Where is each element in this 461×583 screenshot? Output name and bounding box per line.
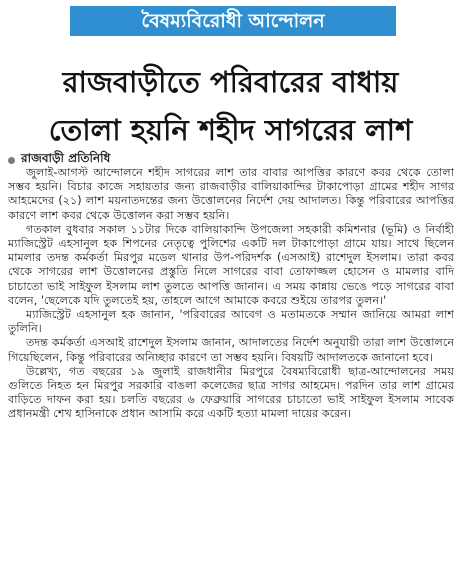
paragraph-5: উল্লেখ্য, গত বছরের ১৯ জুলাই রাজধানীর মিরপুরে বৈষম্যবিরোধী ছাত্র-আন্দোলনের সময় গুলিতে নিহত হন মিরপুর সরকারি বাঙলা কলেজের ছাত্র সাগর আহমেদ। পরদিন তার লাশ গ্রামের বাড়িতে দাফন করা হয়। চলতি বছরের ৬ ফেব্রুয়ারি সাগরের চাচাতো ভাই সাইফুল ইসলাম সাবেক প্রধানমন্ত্রী শেখ হাসিনাকে প্রধান আসামি করে একটি হত্যা মামলা দায়ের করেন। [8,364,454,421]
paragraph-3: ম্যাজিস্ট্রেট এহসানুল হক জানান, 'পরিবারের আবেগ ও মতামতকে সম্মান জানিয়ে আমরা লাশ তুলিনি। [8,308,454,336]
article-body [8,166,454,580]
paragraph-1: জুলাই-আগস্ট আন্দোলনে শহীদ সাগরের লাশ তার বাবার আপত্তির কারণে কবর থেকে তোলা সম্ভব হয়নি। বিচার কাজে সহায়তার জন্য রাজবাড়ীর বালিয়াকান্দির টাকাপোড়া গ্রামের শহীদ সাগর আহমেদের (২১) লাশ ময়নাতদন্তের জন্য উত্তোলনের নির্দেশ দেয় আদালত। কিন্তু পরিবারের আপত্তির কারণে লাশ কবর থেকে উত্তোলন করা সম্ভব হয়নি। [8,166,454,222]
headline [0,58,461,154]
bullet-icon [8,157,15,164]
paragraph-2: গতকাল বুধবার সকাল ১১টার দিকে বালিয়াকান্দি উপজেলা সহকারী কমিশনার (ভূমি) ও নির্বাহী ম্যাজিস্ট্রেট এহসানুল হক শিপনের নেতৃত্বে পুলিশের একটি দল টাকাপোড়া গ্রামে যায়। সাথে ছিলেন মামলার তদন্ত কর্মকর্তা মিরপুর মডেল থানার উপ-পরিদর্শক (এসআই) রাশেদুল ইসলাম। তারা কবর থেকে সাগরের লাশ উত্তোলনের প্রস্তুতি নিলে সাগরের বাবা তোফাজ্জল হোসেন ও মামলার বাদি চাচাতো ভাই সাইফুল ইসলাম লাশ তুলতে আপত্তি জানান। এ সময় কান্নায় ভেঙে পড়ে সাগরের বাবা বলেন, 'ছেলেকে যদি তুলতেই হয়, তাহলে আগে আমাকে কবরে শুইয়ে তারপর তুলন।' [8,222,454,307]
paragraph-4: তদন্ত কর্মকর্তা এসআই রাশেদুল ইসলাম জানান, আদালতের নির্দেশ অনুযায়ী তারা লাশ উত্তোলনে গিয়েছিলেন, কিন্তু পরিবারের অনিচ্ছার কারণে তা সম্ভব হয়নি। বিষয়টি আদালতকে জানানো হবে। [8,336,454,364]
headline-line-2: তোলা হয়নি শহীদ সাগরের লাশ [48,113,413,147]
byline-text: রাজবাড়ী প্রতিনিধি [21,151,111,165]
headline-line-1: রাজবাড়ীতে পরিবারের বাধায় [62,65,399,99]
section-tag: বৈষম্যবিরোধী আন্দোলন [70,6,396,36]
